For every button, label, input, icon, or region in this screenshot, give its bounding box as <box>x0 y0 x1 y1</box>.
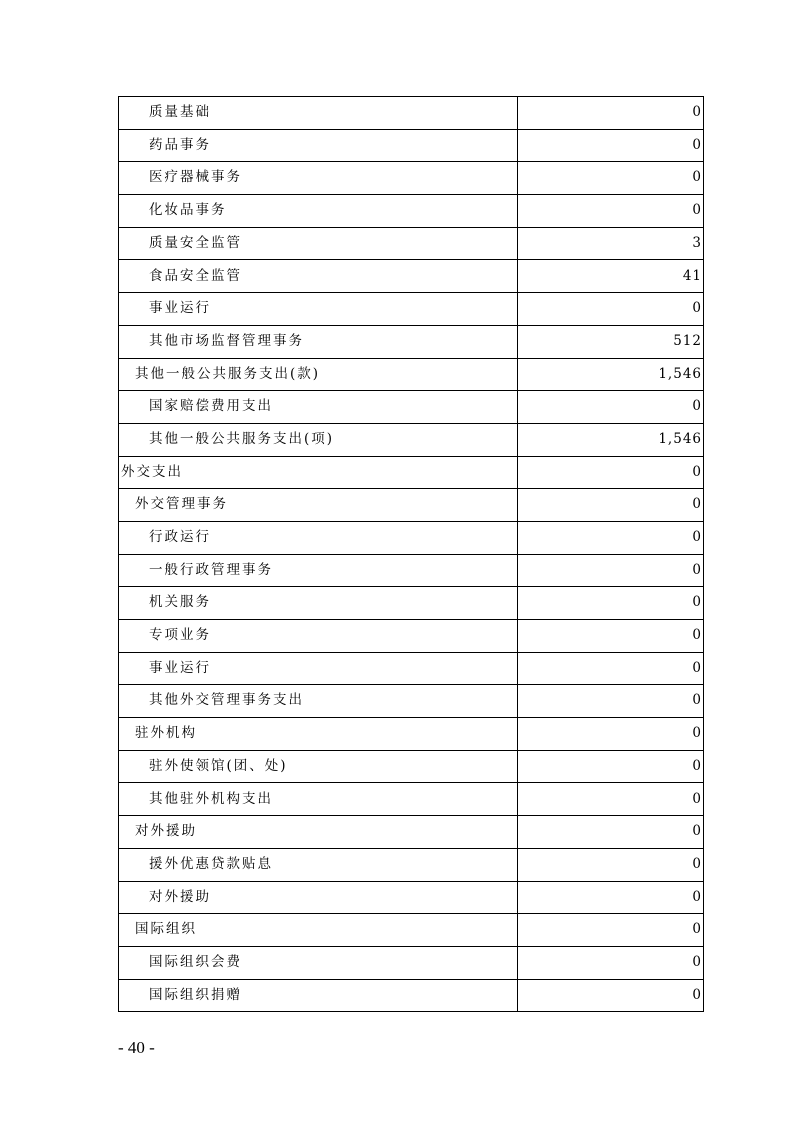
table-row <box>119 816 704 849</box>
table-row <box>119 97 704 130</box>
row-category-name: 行政运行 <box>119 521 518 554</box>
table-row <box>119 391 704 424</box>
row-category-name: 质量安全监管 <box>119 227 518 260</box>
table-row <box>119 358 704 391</box>
row-category-name: 其他驻外机构支出 <box>119 783 518 816</box>
table-row <box>119 587 704 620</box>
row-category-name: 驻外机构 <box>119 718 518 751</box>
row-category-name: 化妆品事务 <box>119 195 518 228</box>
row-amount-value: 0 <box>518 587 704 620</box>
table-row <box>119 685 704 718</box>
table-row <box>119 979 704 1012</box>
row-category-name: 机关服务 <box>119 587 518 620</box>
row-category-name: 医疗器械事务 <box>119 162 518 195</box>
row-amount-value: 0 <box>518 914 704 947</box>
row-amount-value: 0 <box>518 946 704 979</box>
row-amount-value: 0 <box>518 848 704 881</box>
row-amount-value: 3 <box>518 227 704 260</box>
table-row <box>119 162 704 195</box>
row-category-name: 其他一般公共服务支出(项) <box>119 423 518 456</box>
row-category-name: 药品事务 <box>119 129 518 162</box>
row-amount-value: 0 <box>518 162 704 195</box>
row-category-name: 质量基础 <box>119 97 518 130</box>
row-amount-value: 0 <box>518 554 704 587</box>
table-row <box>119 554 704 587</box>
row-amount-value: 41 <box>518 260 704 293</box>
row-amount-value: 0 <box>518 685 704 718</box>
table-row <box>119 521 704 554</box>
page-number: - 40 - <box>118 1038 155 1057</box>
row-category-name: 其他外交管理事务支出 <box>119 685 518 718</box>
row-category-name: 国际组织会费 <box>119 946 518 979</box>
table-row <box>119 848 704 881</box>
row-amount-value: 0 <box>518 620 704 653</box>
row-amount-value: 0 <box>518 750 704 783</box>
row-amount-value: 0 <box>518 816 704 849</box>
row-category-name: 国际组织捐赠 <box>119 979 518 1012</box>
budget-expenditure-table <box>118 96 704 1012</box>
row-amount-value: 0 <box>518 391 704 424</box>
row-category-name: 国际组织 <box>119 914 518 947</box>
row-amount-value: 0 <box>518 195 704 228</box>
table-row <box>119 750 704 783</box>
table-row <box>119 489 704 522</box>
table-row <box>119 227 704 260</box>
row-category-name: 外交支出 <box>119 456 518 489</box>
row-amount-value: 0 <box>518 489 704 522</box>
row-category-name: 食品安全监管 <box>119 260 518 293</box>
row-category-name: 事业运行 <box>119 652 518 685</box>
row-amount-value: 0 <box>518 718 704 751</box>
row-amount-value: 1,546 <box>518 358 704 391</box>
table-row <box>119 325 704 358</box>
table-row <box>119 456 704 489</box>
row-category-name: 外交管理事务 <box>119 489 518 522</box>
row-amount-value: 0 <box>518 979 704 1012</box>
row-category-name: 驻外使领馆(团、处) <box>119 750 518 783</box>
row-amount-value: 0 <box>518 521 704 554</box>
row-amount-value: 0 <box>518 293 704 326</box>
table-row <box>119 423 704 456</box>
row-amount-value: 512 <box>518 325 704 358</box>
table-row <box>119 946 704 979</box>
table-body <box>119 97 704 1012</box>
row-category-name: 对外援助 <box>119 881 518 914</box>
table-row <box>119 914 704 947</box>
row-amount-value: 0 <box>518 881 704 914</box>
table-row <box>119 260 704 293</box>
row-amount-value: 0 <box>518 783 704 816</box>
table-row <box>119 783 704 816</box>
row-category-name: 事业运行 <box>119 293 518 326</box>
table-row <box>119 718 704 751</box>
row-category-name: 其他市场监督管理事务 <box>119 325 518 358</box>
table-row <box>119 293 704 326</box>
table-row <box>119 652 704 685</box>
table-row <box>119 881 704 914</box>
table-row <box>119 620 704 653</box>
table-row <box>119 195 704 228</box>
row-amount-value: 0 <box>518 129 704 162</box>
row-category-name: 援外优惠贷款贴息 <box>119 848 518 881</box>
table-row <box>119 129 704 162</box>
row-category-name: 国家赔偿费用支出 <box>119 391 518 424</box>
row-amount-value: 0 <box>518 652 704 685</box>
row-amount-value: 1,546 <box>518 423 704 456</box>
row-amount-value: 0 <box>518 456 704 489</box>
row-category-name: 其他一般公共服务支出(款) <box>119 358 518 391</box>
row-category-name: 对外援助 <box>119 816 518 849</box>
row-category-name: 专项业务 <box>119 620 518 653</box>
row-amount-value: 0 <box>518 97 704 130</box>
row-category-name: 一般行政管理事务 <box>119 554 518 587</box>
